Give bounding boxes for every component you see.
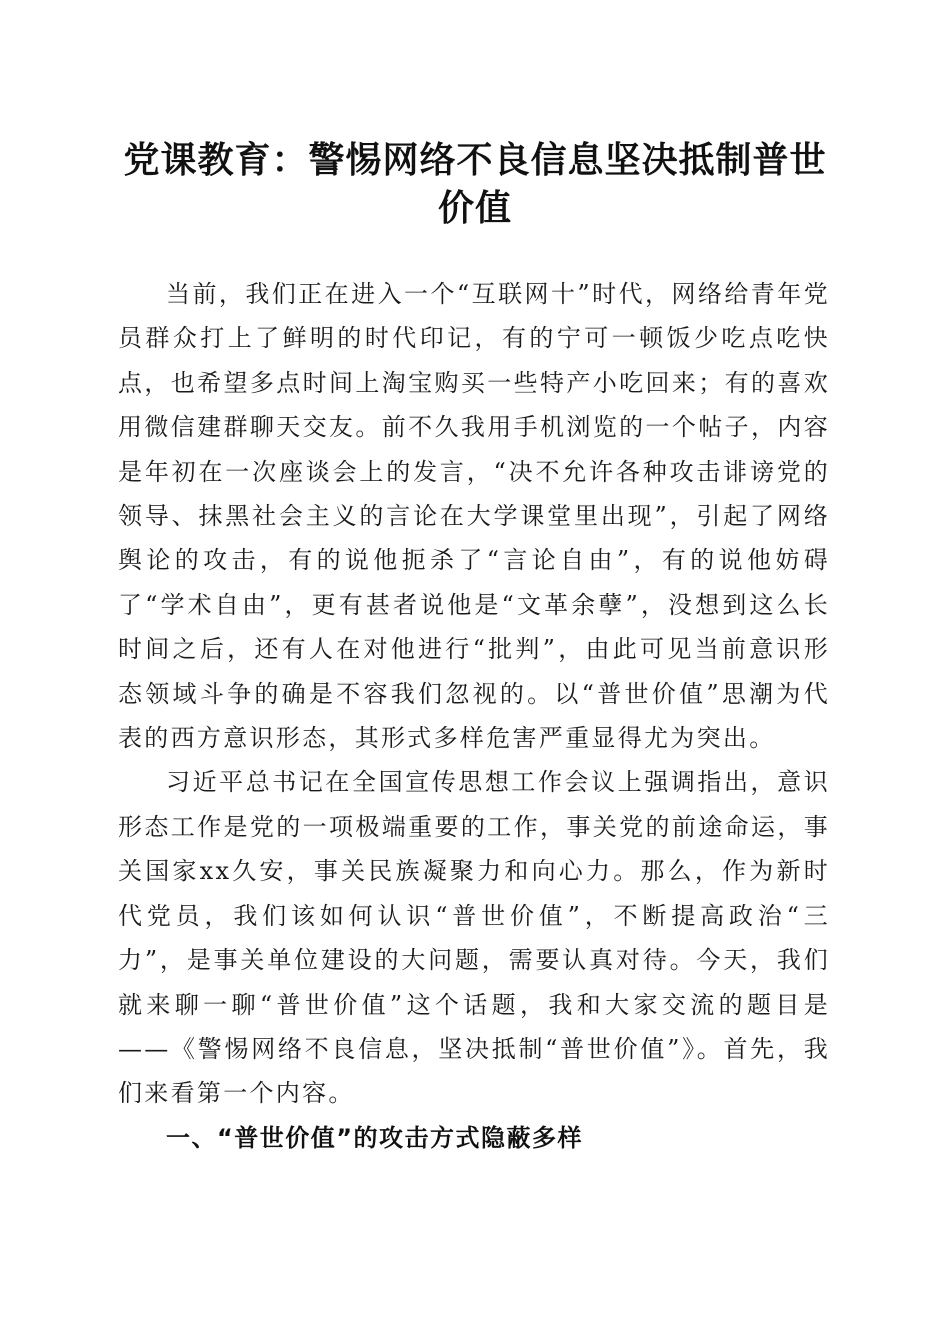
- section-heading-1: 一、“普世价值”的攻击方式隐蔽多样: [166, 1123, 584, 1152]
- document-title: 党课教育：警惕网络不良信息坚决抵制普世价值: [123, 139, 827, 229]
- body-paragraph-2: 习近平总书记在全国宣传思想工作会议上强调指出，意识形态工作是党的一项极端重要的工作，事关党的前途命运，事关国家xx久安，事关民族凝聚力和向心力。那么，作为新时代党员，我们该如何认识“普世价值”，不断提高政治“三力”，是事关单位建设的大问题，需要认真对待。今天，我们就来聊一聊“普世价值”这个话题，我和大家交流的题目是——《警惕网络不良信息，坚决抵制“普世价值”》。首先，我们来看第一个内容。: [118, 768, 830, 1108]
- document-body: [118, 272, 830, 1160]
- body-paragraph-1: 当前，我们正在进入一个“互联网十”时代，网络给青年党员群众打上了鲜明的时代印记，有的宁可一顿饭少吃点吃快点，也希望多点时间上淘宝购买一些特产小吃回来；有的喜欢用微信建群聊天交友。前不久我用手机浏览的一个帖子，内容是年初在一次座谈会上的发言，“决不允许各种攻击诽谤党的领导、抹黑社会主义的言论在大学课堂里出现”，引起了网络舆论的攻击，有的说他扼杀了“言论自由”，有的说他妨碍了“学术自由”，更有甚者说他是“文革余孽”，没想到这么长时间之后，还有人在对他进行“批判”，由此可见当前意识形态领域斗争的确是不容我们忽视的。以“普世价值”思潮为代表的西方意识形态，其形式多样危害严重显得尤为突出。: [118, 280, 830, 753]
